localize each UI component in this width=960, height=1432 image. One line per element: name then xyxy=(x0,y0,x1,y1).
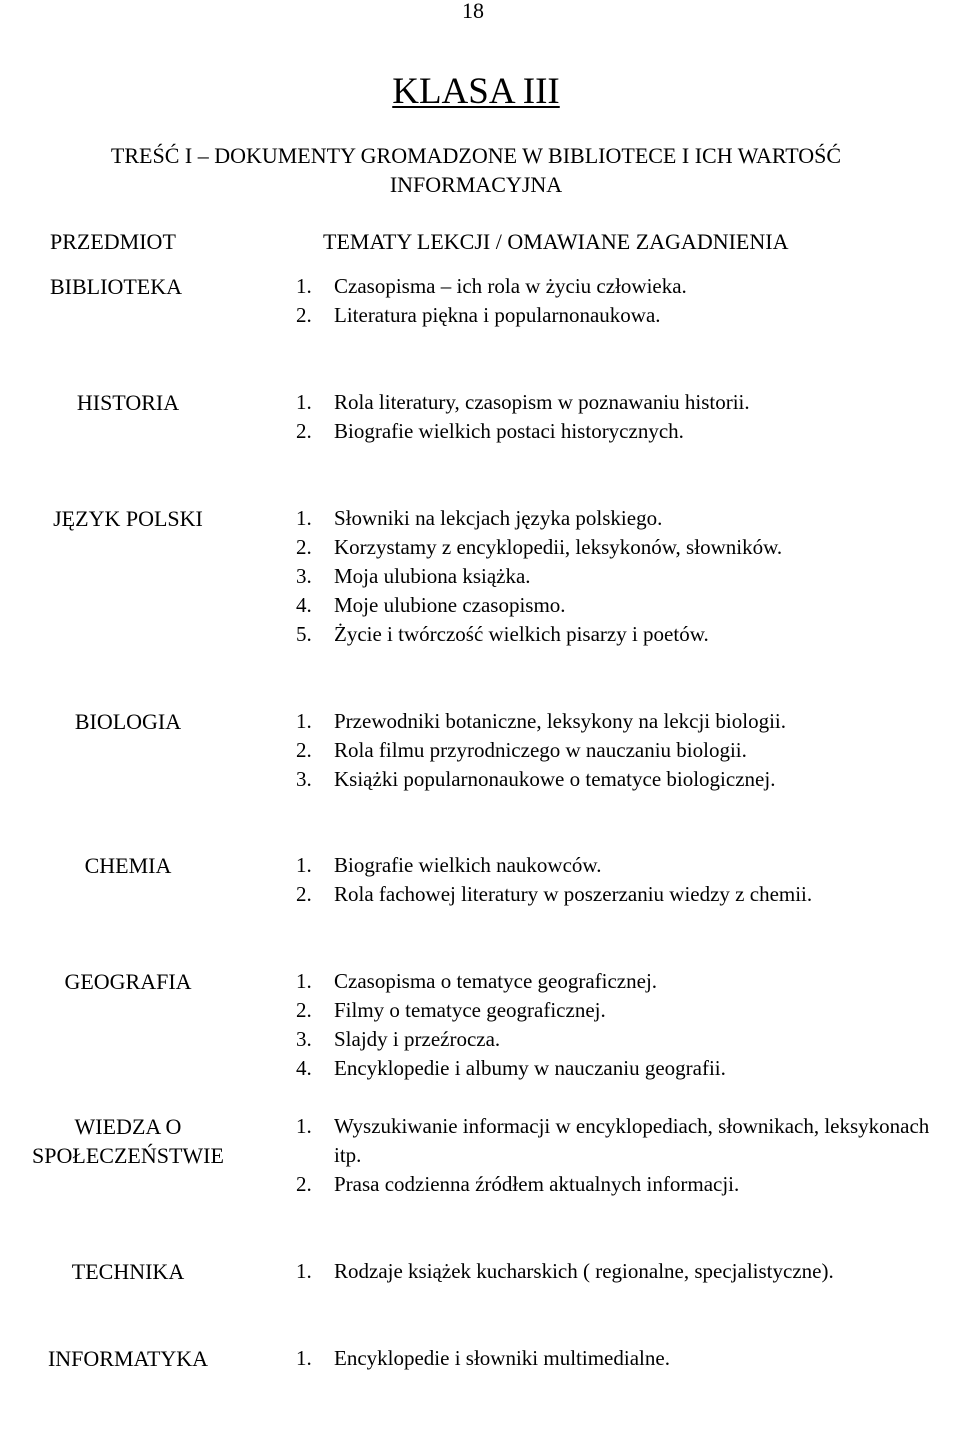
subject-biblioteka xyxy=(50,272,182,301)
topic-item xyxy=(296,620,946,649)
topic-text: Biografie wielkich naukowców. xyxy=(334,853,602,877)
subject-geografia xyxy=(0,967,256,996)
topics-column-header: TEMATY LEKCJI / OMAWIANE ZAGADNIENIA xyxy=(323,229,789,254)
page-number: 18 xyxy=(462,0,484,23)
topic-number: 2. xyxy=(296,882,312,906)
section-heading-line-2: INFORMACYJNA xyxy=(389,172,563,197)
topic-item xyxy=(296,417,946,446)
topic-number: 3. xyxy=(296,1027,312,1051)
topics-geografia xyxy=(296,967,946,1083)
subject-wiedza-o-spoleczenstwie xyxy=(0,1112,256,1170)
topic-item xyxy=(296,851,946,880)
topic-item xyxy=(296,996,946,1025)
section-heading-line-1: TREŚĆ I – DOKUMENTY GROMADZONE W BIBLIOTECE I ICH WARTOŚĆ xyxy=(110,143,842,168)
topic-number: 3. xyxy=(296,767,312,791)
subject-chemia xyxy=(0,851,256,880)
topic-number: 5. xyxy=(296,622,312,646)
topic-text: Życie i twórczość wielkich pisarzy i poetów. xyxy=(334,622,709,646)
topic-text: Prasa codzienna źródłem aktualnych informacji. xyxy=(334,1172,740,1196)
topic-text: Wyszukiwanie informacji w encyklopediach, słownikach, leksykonach itp. xyxy=(334,1114,930,1167)
topic-item xyxy=(296,1344,946,1373)
topic-text: Słowniki na lekcjach języka polskiego. xyxy=(334,506,663,530)
topic-item xyxy=(296,591,946,620)
topic-item xyxy=(296,1170,936,1199)
subject-line: HISTORIA xyxy=(76,390,180,415)
topic-text: Encyklopedie i albumy w nauczaniu geografii. xyxy=(334,1056,726,1080)
topic-text: Rodzaje książek kucharskich ( regionalne, specjalistyczne). xyxy=(334,1259,834,1283)
topic-number: 1. xyxy=(296,709,312,733)
topic-text: Czasopisma – ich rola w życiu człowieka. xyxy=(334,274,687,298)
subject-line: CHEMIA xyxy=(84,853,172,878)
topics-biblioteka xyxy=(296,272,946,330)
topic-text: Czasopisma o tematyce geograficznej. xyxy=(334,969,658,993)
subject-column-header: PRZEDMIOT xyxy=(50,229,176,254)
subject-informatyka xyxy=(0,1344,256,1373)
topic-number: 1. xyxy=(296,390,312,414)
subject-line: WIEDZA O xyxy=(74,1114,182,1139)
topic-text: Moje ulubione czasopismo. xyxy=(334,593,566,617)
topic-text: Korzystamy z encyklopedii, leksykonów, słowników. xyxy=(334,535,783,559)
topic-number: 2. xyxy=(296,419,312,443)
topic-text: Filmy o tematyce geograficznej. xyxy=(334,998,606,1022)
topic-number: 2. xyxy=(296,1172,312,1196)
subject-line: BIOLOGIA xyxy=(74,709,182,734)
topics-historia xyxy=(296,388,946,446)
topic-item xyxy=(296,765,946,794)
topic-number: 1. xyxy=(296,853,312,877)
subject-line: JĘZYK POLSKI xyxy=(53,506,203,531)
topic-text: Książki popularnonaukowe o tematyce biologicznej. xyxy=(334,767,776,791)
topic-text: Rola fachowej literatury w poszerzaniu wiedzy z chemii. xyxy=(334,882,813,906)
subject-historia xyxy=(0,388,256,417)
topic-number: 2. xyxy=(296,998,312,1022)
subject-technika xyxy=(0,1257,256,1286)
topic-item xyxy=(296,272,946,301)
topic-item xyxy=(296,504,946,533)
topic-item xyxy=(296,1257,946,1286)
topic-text: Encyklopedie i słowniki multimedialne. xyxy=(334,1346,670,1370)
subject-biologia xyxy=(0,707,256,736)
topic-text: Slajdy i przeźrocza. xyxy=(334,1027,501,1051)
subject-line: BIBLIOTEKA xyxy=(50,274,182,299)
topic-item xyxy=(296,707,946,736)
topic-item xyxy=(296,1054,946,1083)
topic-item xyxy=(296,880,946,909)
topic-number: 4. xyxy=(296,593,312,617)
topic-number: 1. xyxy=(296,1114,312,1138)
topic-item xyxy=(296,388,946,417)
topic-number: 1. xyxy=(296,1259,312,1283)
subject-line: GEOGRAFIA xyxy=(64,969,192,994)
subject-jezyk-polski xyxy=(0,504,256,533)
topic-number: 1. xyxy=(296,969,312,993)
topics-jezyk-polski xyxy=(296,504,946,649)
topics-wiedza-o-spoleczenstwie xyxy=(296,1112,936,1199)
topic-item xyxy=(296,562,946,591)
topic-number: 1. xyxy=(296,506,312,530)
topic-number: 3. xyxy=(296,564,312,588)
topic-number: 2. xyxy=(296,535,312,559)
topic-item xyxy=(296,736,946,765)
topic-number: 4. xyxy=(296,1056,312,1080)
topic-item xyxy=(296,533,946,562)
subject-line: SPOŁECZEŃSTWIE xyxy=(32,1143,224,1168)
topic-text: Przewodniki botaniczne, leksykony na lekcji biologii. xyxy=(334,709,786,733)
topic-text: Rola filmu przyrodniczego w nauczaniu biologii. xyxy=(334,738,747,762)
topic-item xyxy=(296,301,946,330)
topic-item xyxy=(296,1112,936,1170)
subject-line: INFORMATYKA xyxy=(47,1346,209,1371)
topic-number: 2. xyxy=(296,738,312,762)
section-heading xyxy=(0,141,952,199)
topic-text: Moja ulubiona książka. xyxy=(334,564,531,588)
topic-number: 1. xyxy=(296,274,312,298)
topic-number: 1. xyxy=(296,1346,312,1370)
topic-item xyxy=(296,967,946,996)
topics-informatyka xyxy=(296,1344,946,1373)
topics-technika xyxy=(296,1257,946,1286)
topic-text: Biografie wielkich postaci historycznych. xyxy=(334,419,684,443)
class-title: KLASA III xyxy=(392,71,560,112)
topic-text: Literatura piękna i popularnonaukowa. xyxy=(334,303,661,327)
topics-chemia xyxy=(296,851,946,909)
topic-item xyxy=(296,1025,946,1054)
topic-number: 2. xyxy=(296,303,312,327)
topic-text: Rola literatury, czasopism w poznawaniu historii. xyxy=(334,390,750,414)
topics-biologia xyxy=(296,707,946,794)
subject-line: TECHNIKA xyxy=(71,1259,185,1284)
